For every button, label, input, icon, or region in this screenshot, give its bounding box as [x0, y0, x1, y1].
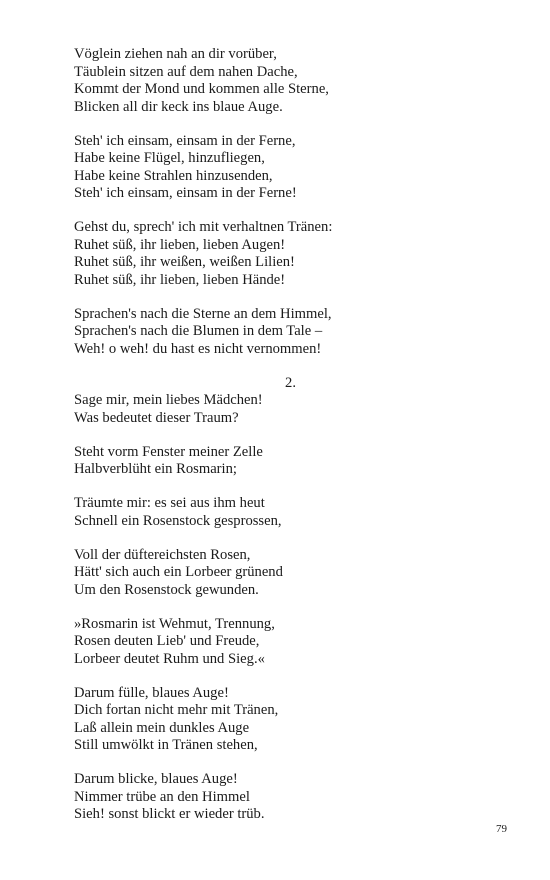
- poem-line: Blicken all dir keck ins blaue Auge.: [74, 98, 283, 115]
- stanza: [74, 547, 474, 600]
- poem-line: Lorbeer deutet Ruhm und Sieg.«: [74, 650, 265, 667]
- poem-line: Habe keine Flügel, hinzufliegen,: [74, 150, 265, 166]
- poem-line: Nimmer trübe an den Himmel: [74, 788, 250, 805]
- poem-line: Sprachen's nach die Blumen in dem Tale –: [74, 323, 323, 339]
- poem-line: Steh' ich einsam, einsam in der Ferne!: [74, 185, 297, 201]
- poem-line: Steht vorm Fenster meiner Zelle: [74, 443, 263, 460]
- stanza: [74, 444, 474, 479]
- poem-line: Ruhet süß, ihr lieben, lieben Hände!: [74, 271, 286, 288]
- poem-line: Laß allein mein dunkles Auge: [74, 719, 250, 736]
- stanza: [74, 219, 474, 289]
- poem-line: Um den Rosenstock gewunden.: [74, 581, 259, 598]
- stanza: [74, 495, 474, 530]
- poem-line: Was bedeutet dieser Traum?: [74, 409, 239, 426]
- poem-line: Darum fülle, blaues Auge!: [74, 684, 229, 701]
- poem-line: Still umwölkt in Tränen stehen,: [74, 737, 258, 753]
- poem-line: Kommt der Mond und kommen alle Sterne,: [74, 81, 329, 97]
- poem-line: Weh! o weh! du hast es nicht vernommen!: [74, 340, 322, 357]
- poem-line: Ruhet süß, ihr lieben, lieben Augen!: [74, 236, 286, 253]
- page-number: 79: [496, 823, 507, 835]
- poem-text: [74, 46, 474, 840]
- stanza: [74, 46, 474, 116]
- poem-line: Rosen deuten Lieb' und Freude,: [74, 633, 260, 649]
- poem-line: Dich fortan nicht mehr mit Tränen,: [74, 702, 279, 718]
- poem-line: Hätt' sich auch ein Lorbeer grünend: [74, 564, 283, 580]
- poem-line: Sieh! sonst blickt er wieder trüb.: [74, 806, 265, 822]
- poem-line: Träumte mir: es sei aus ihm heut: [74, 495, 265, 511]
- stanza: [74, 685, 474, 755]
- section-number: 2.: [285, 374, 296, 391]
- poem-line: Darum blicke, blaues Auge!: [74, 771, 238, 787]
- poem-line: Täublein sitzen auf dem nahen Dache,: [74, 63, 298, 80]
- stanza: [74, 771, 474, 824]
- poem-line: Steh' ich einsam, einsam in der Ferne,: [74, 132, 296, 149]
- poem-line: Halbverblüht ein Rosmarin;: [74, 461, 237, 477]
- stanza: [74, 616, 474, 669]
- poem-line: »Rosmarin ist Wehmut, Trennung,: [74, 615, 275, 632]
- stanza: [74, 133, 474, 203]
- poem-line: Habe keine Strahlen hinzusenden,: [74, 167, 273, 184]
- stanza: [74, 392, 474, 427]
- poem-line: Gehst du, sprech' ich mit verhaltnen Tränen:: [74, 219, 333, 235]
- poem-line: Sprachen's nach die Sterne an dem Himmel,: [74, 305, 332, 322]
- poem-line: Voll der düftereichsten Rosen,: [74, 546, 251, 563]
- poem-line: Vöglein ziehen nah an dir vorüber,: [74, 46, 277, 62]
- poem-line: Schnell ein Rosenstock gesprossen,: [74, 512, 282, 529]
- stanza: [74, 306, 474, 359]
- poem-line: Sage mir, mein liebes Mädchen!: [74, 392, 263, 408]
- poem-line: Ruhet süß, ihr weißen, weißen Lilien!: [74, 254, 295, 270]
